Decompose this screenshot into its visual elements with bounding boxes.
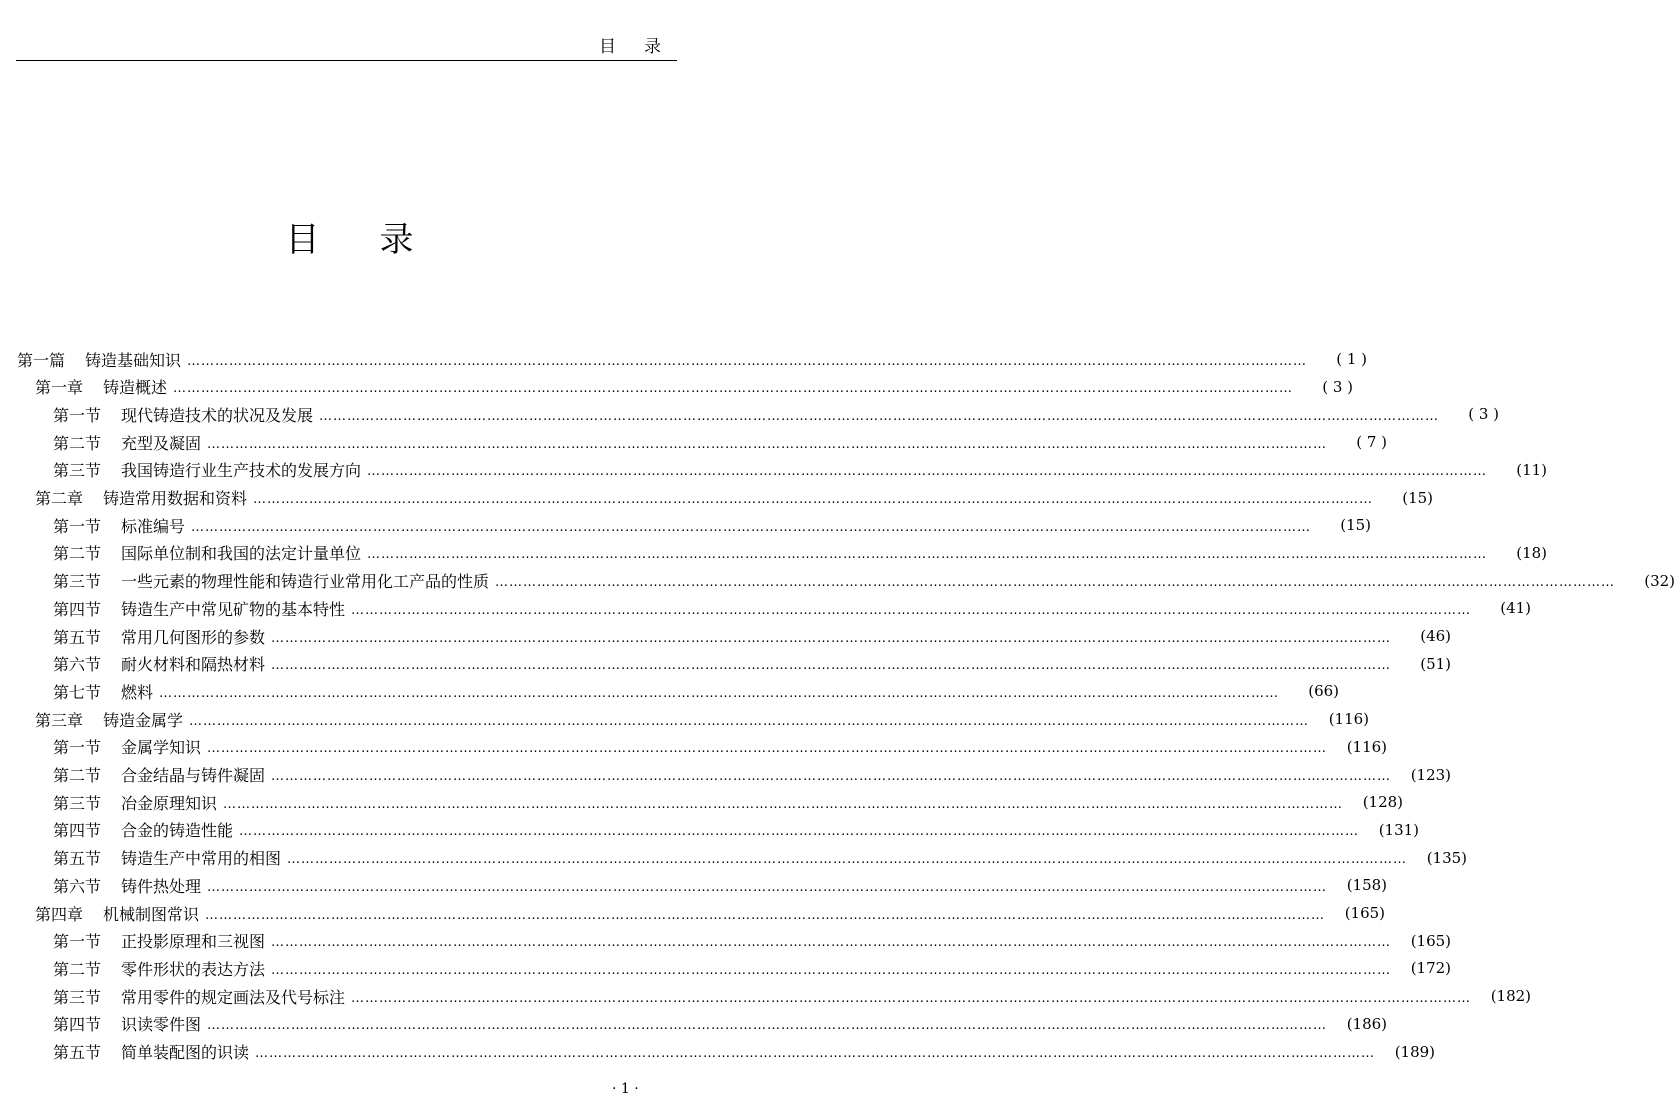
toc-entry-number: 第三章 bbox=[35, 710, 84, 730]
toc-entry-number: 第一节 bbox=[53, 405, 102, 425]
toc-entry-title: 耐火材料和隔热材料 bbox=[121, 655, 266, 675]
toc-entry-page: (51) bbox=[1420, 654, 1452, 673]
toc-entry-page: (46) bbox=[1420, 627, 1452, 645]
toc-entry-title: 合金结晶与铸件凝固 bbox=[121, 766, 266, 785]
toc-entry-page: (165) bbox=[1410, 931, 1452, 950]
toc-entry-page: (189) bbox=[1394, 1042, 1436, 1061]
toc-entry[interactable] bbox=[53, 540, 1548, 566]
toc-entry[interactable] bbox=[53, 595, 1532, 621]
toc-entry-page: (131) bbox=[1378, 820, 1420, 839]
dot-leader: …………………………………………………………………………………………………………………………………………………………………………………………………………………… bbox=[271, 769, 1392, 784]
toc-entry-page: (18) bbox=[1516, 543, 1548, 562]
dot-leader: …………………………………………………………………………………………………………………………………………………………………………………………………………………… bbox=[495, 575, 1616, 591]
toc-entry-number: 第四节 bbox=[53, 821, 102, 841]
toc-entry-page: (123) bbox=[1410, 765, 1452, 784]
toc-entry[interactable] bbox=[53, 457, 1548, 483]
toc-entry-title: 正投影原理和三视图 bbox=[121, 932, 266, 952]
dot-leader: …………………………………………………………………………………………………………………………………………………………………………………………………………………… bbox=[351, 602, 1472, 618]
toc-entry-number: 第一节 bbox=[53, 516, 102, 536]
dot-leader: …………………………………………………………………………………………………………………………………………………………………………………………………………………… bbox=[319, 408, 1440, 424]
toc-entry-number: 第四节 bbox=[53, 599, 102, 619]
toc-entry-number: 第三节 bbox=[53, 461, 102, 481]
toc-entry-page: (172) bbox=[1410, 959, 1452, 978]
toc-entry-title: 铸造金属学 bbox=[103, 710, 184, 730]
toc-entry[interactable] bbox=[53, 623, 1452, 649]
toc-entry-title: 充型及凝固 bbox=[121, 433, 202, 453]
toc-entry[interactable] bbox=[53, 789, 1404, 815]
toc-entry-title: 标准编号 bbox=[121, 516, 186, 536]
toc-entry[interactable] bbox=[53, 872, 1388, 898]
dot-leader: …………………………………………………………………………………………………………………………………………………………………………………………………………………… bbox=[271, 658, 1392, 674]
dot-leader: …………………………………………………………………………………………………………………………………………………………………………………………………………………… bbox=[223, 796, 1344, 812]
toc-entry-number: 第二节 bbox=[53, 544, 102, 564]
toc-entry-number: 第一篇 bbox=[17, 350, 66, 370]
toc-entry-page: (15) bbox=[1402, 488, 1434, 507]
toc-entry-number: 第五节 bbox=[53, 1043, 102, 1062]
toc-entry-number: 第三节 bbox=[53, 572, 102, 592]
toc-entry-title: 铸造生产中常见矿物的基本特性 bbox=[121, 599, 346, 619]
toc-entry-title: 冶金原理知识 bbox=[121, 793, 218, 813]
toc-entry-page: (165) bbox=[1344, 904, 1386, 922]
toc-entry-title: 我国铸造行业生产技术的发展方向 bbox=[121, 461, 362, 481]
toc-entry-title: 常用几何图形的参数 bbox=[121, 627, 266, 647]
toc-entry[interactable] bbox=[53, 678, 1340, 704]
toc-entry-title: 零件形状的表达方法 bbox=[121, 959, 266, 979]
dot-leader: …………………………………………………………………………………………………………………………………………………………………………………………………………………… bbox=[207, 741, 1328, 757]
toc-entry-title: 识读零件图 bbox=[121, 1015, 202, 1035]
toc-entry-title: 铸造常用数据和资料 bbox=[103, 489, 248, 508]
toc-entry-number: 第一节 bbox=[53, 738, 102, 758]
toc-entry[interactable] bbox=[53, 651, 1452, 677]
dot-leader: …………………………………………………………………………………………………………………………………………………………………………………………………………………… bbox=[187, 353, 1308, 369]
toc-entry[interactable] bbox=[53, 983, 1532, 1009]
toc-entry[interactable] bbox=[53, 568, 1675, 594]
dot-leader: …………………………………………………………………………………………………………………………………………………………………………………………………………………… bbox=[287, 852, 1408, 868]
toc-entry-title: 合金的铸造性能 bbox=[121, 821, 234, 841]
toc-entry[interactable] bbox=[53, 817, 1420, 843]
toc-entry[interactable] bbox=[53, 845, 1468, 871]
toc-entry-title: 现代铸造技术的状况及发展 bbox=[121, 405, 314, 425]
toc-entry[interactable] bbox=[53, 401, 1500, 427]
toc-entry-title: 燃料 bbox=[121, 682, 154, 702]
dot-leader: …………………………………………………………………………………………………………………………………………………………………………………………………………………… bbox=[367, 464, 1488, 480]
dot-leader: …………………………………………………………………………………………………………………………………………………………………………………………………………………… bbox=[207, 436, 1328, 452]
toc-entry-title: 机械制图常识 bbox=[103, 904, 200, 924]
toc-entry-number: 第七节 bbox=[53, 682, 102, 702]
page-number: · 1 · bbox=[612, 1081, 639, 1097]
toc-entry-number: 第五节 bbox=[53, 849, 102, 869]
dot-leader: …………………………………………………………………………………………………………………………………………………………………………………………………………………… bbox=[191, 519, 1312, 535]
toc-entry-title: 铸造基础知识 bbox=[85, 350, 182, 370]
toc-entry-number: 第一章 bbox=[35, 378, 84, 398]
toc-entry-page: (182) bbox=[1490, 987, 1532, 1006]
toc-entry-page: ( 1 ) bbox=[1336, 350, 1368, 368]
toc-entry[interactable] bbox=[17, 346, 1368, 372]
dot-leader: …………………………………………………………………………………………………………………………………………………………………………………………………………………… bbox=[207, 879, 1328, 895]
toc-entry-title: 一些元素的物理性能和铸造行业常用化工产品的性质 bbox=[121, 572, 490, 592]
toc-entry-number: 第六节 bbox=[53, 876, 102, 896]
dot-leader: …………………………………………………………………………………………………………………………………………………………………………………………………………………… bbox=[205, 907, 1326, 923]
running-header-title: 目录 bbox=[599, 37, 689, 57]
toc-entry-page: (66) bbox=[1308, 682, 1340, 701]
toc-entry-title: 铸造概述 bbox=[103, 378, 168, 398]
toc-entry-title: 常用零件的规定画法及代号标注 bbox=[121, 987, 346, 1007]
toc-entry-number: 第一节 bbox=[53, 932, 102, 952]
toc-entry-number: 第四节 bbox=[53, 1015, 102, 1035]
toc-entry-page: ( 3 ) bbox=[1468, 405, 1500, 424]
toc-entry-number: 第五节 bbox=[53, 627, 102, 647]
toc-entry-page: (11) bbox=[1516, 460, 1548, 479]
toc-entry[interactable] bbox=[53, 928, 1452, 954]
dot-leader: …………………………………………………………………………………………………………………………………………………………………………………………………………………… bbox=[207, 1018, 1328, 1034]
toc-entry[interactable] bbox=[35, 485, 1434, 511]
dot-leader: …………………………………………………………………………………………………………………………………………………………………………………………………………………… bbox=[367, 547, 1488, 563]
dot-leader: …………………………………………………………………………………………………………………………………………………………………………………………………………………… bbox=[239, 824, 1360, 840]
toc-entry-title: 铸造生产中常用的相图 bbox=[121, 849, 282, 869]
toc-entry-number: 第三节 bbox=[53, 987, 102, 1007]
toc-entry-page: (32) bbox=[1644, 571, 1675, 590]
toc-entry[interactable] bbox=[35, 374, 1354, 400]
toc-entry-number: 第二节 bbox=[53, 959, 102, 979]
toc-entry-page: (116) bbox=[1346, 737, 1388, 756]
page-title: 目录 bbox=[285, 220, 474, 260]
toc-entry-page: (128) bbox=[1362, 793, 1404, 812]
toc-entry[interactable] bbox=[53, 1039, 1436, 1065]
dot-leader: …………………………………………………………………………………………………………………………………………………………………………………………………………………… bbox=[173, 381, 1294, 397]
dot-leader: …………………………………………………………………………………………………………………………………………………………………………………………………………………… bbox=[189, 713, 1310, 729]
toc-entry-page: ( 7 ) bbox=[1356, 433, 1388, 452]
toc-entry[interactable] bbox=[35, 900, 1386, 926]
dot-leader: …………………………………………………………………………………………………………………………………………………………………………………………………………………… bbox=[255, 1046, 1376, 1061]
toc-entry-number: 第二章 bbox=[35, 489, 84, 508]
toc-entry-page: (116) bbox=[1328, 710, 1370, 729]
toc-entry-page: (41) bbox=[1500, 599, 1532, 618]
dot-leader: …………………………………………………………………………………………………………………………………………………………………………………………………………………… bbox=[271, 962, 1392, 978]
toc-entry-page: ( 3 ) bbox=[1322, 377, 1354, 396]
toc-entry[interactable] bbox=[53, 734, 1388, 760]
toc-entry[interactable] bbox=[53, 955, 1452, 981]
toc-entry-title: 金属学知识 bbox=[121, 738, 202, 758]
dot-leader: …………………………………………………………………………………………………………………………………………………………………………………………………………………… bbox=[253, 492, 1374, 507]
running-header bbox=[16, 28, 689, 61]
toc-entry[interactable] bbox=[35, 706, 1370, 732]
dot-leader: …………………………………………………………………………………………………………………………………………………………………………………………………………………… bbox=[271, 935, 1392, 951]
toc-entry-title: 铸件热处理 bbox=[121, 876, 202, 896]
toc-entry[interactable] bbox=[53, 512, 1372, 538]
toc-entry-number: 第二节 bbox=[53, 766, 102, 785]
toc-entry-number: 第二节 bbox=[53, 433, 102, 453]
toc-entry-title: 简单装配图的识读 bbox=[121, 1043, 250, 1062]
toc-entry-page: (135) bbox=[1426, 848, 1468, 867]
toc-entry-page: (158) bbox=[1346, 876, 1388, 895]
toc-entry-number: 第六节 bbox=[53, 655, 102, 675]
toc-entry[interactable] bbox=[53, 1011, 1388, 1037]
toc-entry-number: 第三节 bbox=[53, 793, 102, 813]
dot-leader: …………………………………………………………………………………………………………………………………………………………………………………………………………………… bbox=[159, 685, 1280, 701]
toc-entry-page: (186) bbox=[1346, 1014, 1388, 1033]
toc-entry[interactable] bbox=[53, 762, 1452, 788]
toc-entry-page: (15) bbox=[1340, 516, 1372, 535]
toc-entry-title: 国际单位制和我国的法定计量单位 bbox=[121, 544, 362, 564]
toc-entry[interactable] bbox=[53, 429, 1388, 455]
toc-entry-number: 第四章 bbox=[35, 904, 84, 924]
dot-leader: …………………………………………………………………………………………………………………………………………………………………………………………………………………… bbox=[351, 990, 1472, 1006]
dot-leader: …………………………………………………………………………………………………………………………………………………………………………………………………………………… bbox=[271, 630, 1392, 646]
